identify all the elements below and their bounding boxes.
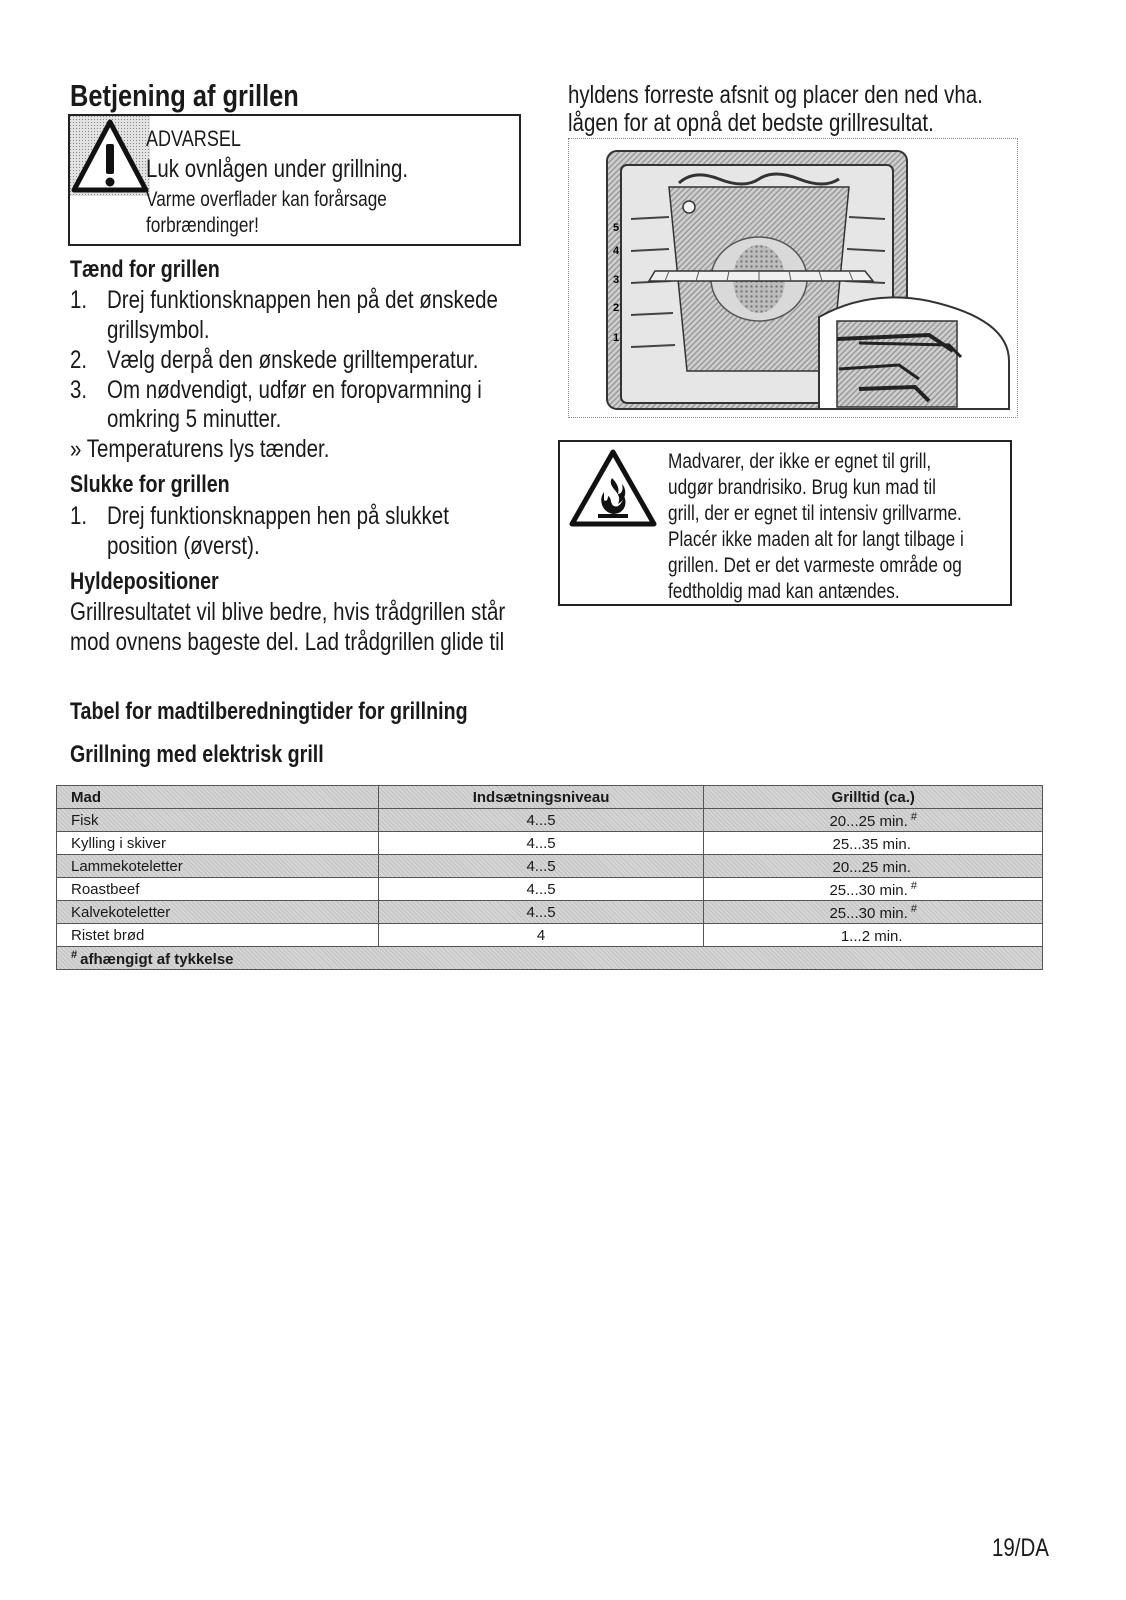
- fire-warning-line-5: grillen. Det er det varmeste område og: [668, 554, 962, 577]
- off-step-1-num: 1.: [70, 502, 88, 530]
- food-cell: Roastbeef: [57, 878, 379, 901]
- fire-warning-box: [558, 440, 1012, 606]
- time-cell: [704, 855, 1043, 878]
- time-value: 20...25 min.: [832, 858, 911, 876]
- level-cell: 4...5: [378, 832, 704, 855]
- warning-line-3: forbrændinger!: [146, 214, 259, 237]
- header-food: Mad: [57, 786, 379, 809]
- oven-illustration: [568, 138, 1018, 418]
- footnote-text: afhængigt af tykkelse: [80, 950, 234, 968]
- level-label-3: 3: [613, 274, 620, 286]
- oven-cavity-icon: [569, 139, 1017, 417]
- table-subtitle: Grillning med elektrisk grill: [70, 741, 324, 768]
- food-cell: Fisk: [57, 809, 379, 832]
- warning-line-1: Luk ovnlågen under grillning.: [146, 155, 409, 183]
- time-cell: [704, 832, 1043, 855]
- off-heading: Slukke for grillen: [70, 471, 230, 498]
- level-cell: 4: [378, 924, 704, 947]
- level-cell: 4...5: [378, 809, 704, 832]
- shelf-line-2: mod ovnens bageste del. Lad trådgrillen glide til: [70, 628, 505, 656]
- ignite-step-1-a: Drej funktionsknappen hen på det ønskede: [107, 286, 498, 314]
- level-label-5: 5: [613, 222, 620, 234]
- footnote-cell: [57, 947, 1043, 970]
- time-value: 1...2 min.: [840, 927, 903, 945]
- fire-warning-line-1: Madvarer, der ikke er egnet til grill,: [668, 450, 932, 473]
- ignite-heading: Tænd for grillen: [70, 256, 220, 283]
- level-cell: 4...5: [378, 878, 704, 901]
- ignite-step-2-num: 2.: [70, 346, 88, 374]
- right-text-line-1: hyldens forreste afsnit og placer den ned vha.: [568, 81, 983, 109]
- off-step-1-a: Drej funktionsknappen hen på slukket: [107, 502, 449, 530]
- footnote-mark: #: [910, 902, 917, 915]
- table-title: Tabel for madtilberedningtider for grillning: [70, 698, 468, 725]
- food-cell: Kalvekoteletter: [57, 901, 379, 924]
- ignite-step-3-num: 3.: [70, 376, 88, 404]
- ignite-step-1-b: grillsymbol.: [107, 316, 210, 344]
- time-value: 25...30 min.: [829, 881, 908, 899]
- level-cell: 4...5: [378, 855, 704, 878]
- table-row: [57, 855, 1043, 878]
- time-value: 25...35 min.: [832, 835, 911, 853]
- fire-warning-line-3: grill, der er egnet til intensiv grillvarme.: [668, 502, 962, 525]
- header-time: Grilltid (ca.): [704, 786, 1043, 809]
- level-cell: 4...5: [378, 901, 704, 924]
- page-title-wrap: [70, 78, 299, 114]
- time-value: 20...25 min.: [829, 812, 908, 830]
- level-label-4: 4: [613, 245, 620, 257]
- food-cell: Kylling i skiver: [57, 832, 379, 855]
- footnote-mark: #: [910, 810, 917, 823]
- warning-line-2: Varme overflader kan forårsage: [146, 188, 387, 211]
- warning-heading: ADVARSEL: [146, 126, 241, 151]
- ignite-step-3-b: omkring 5 minutter.: [107, 405, 282, 433]
- table-row: [57, 901, 1043, 924]
- food-cell: Lammekoteletter: [57, 855, 379, 878]
- table-row: [57, 832, 1043, 855]
- time-cell: [704, 901, 1043, 924]
- table-footnote-row: [57, 947, 1043, 970]
- ignite-result: » Temperaturens lys tænder.: [70, 435, 330, 463]
- shelf-heading: Hyldepositioner: [70, 568, 219, 595]
- shelf-line-1: Grillresultatet vil blive bedre, hvis trådgrillen står: [70, 598, 506, 626]
- time-cell: [704, 878, 1043, 901]
- time-cell: [704, 809, 1043, 832]
- fire-hazard-icon: [568, 448, 658, 530]
- table-row: [57, 809, 1043, 832]
- fire-warning-line-2: udgør brandrisiko. Brug kun mad til: [668, 476, 936, 499]
- ignite-step-3-a: Om nødvendigt, udfør en foropvarmning i: [107, 376, 482, 404]
- footnote-mark: #: [910, 879, 917, 892]
- warning-triangle-icon: [70, 116, 150, 196]
- fire-warning-line-4: Placér ikke maden alt for langt tilbage i: [668, 528, 964, 551]
- time-value: 25...30 min.: [829, 904, 908, 922]
- food-cell: Ristet brød: [57, 924, 379, 947]
- grill-time-table: [56, 785, 1043, 970]
- right-text-line-2: lågen for at opnå det bedste grillresultat.: [568, 109, 934, 137]
- ignite-step-1-num: 1.: [70, 286, 88, 314]
- level-label-1: 1: [613, 332, 620, 344]
- page-title: Betjening af grillen: [70, 78, 299, 113]
- page-number: 19/DA: [992, 1534, 1049, 1562]
- footnote-symbol: #: [71, 948, 78, 961]
- time-cell: [704, 924, 1043, 947]
- fire-warning-line-6: fedtholdig mad kan antændes.: [668, 580, 900, 603]
- level-label-2: 2: [613, 302, 620, 314]
- off-step-1-b: position (øverst).: [107, 532, 260, 560]
- warning-box: [68, 114, 521, 246]
- table-row: [57, 878, 1043, 901]
- table-header-row: [57, 786, 1043, 809]
- table-row: [57, 924, 1043, 947]
- header-level: Indsætningsniveau: [378, 786, 704, 809]
- ignite-step-2: Vælg derpå den ønskede grilltemperatur.: [107, 346, 479, 374]
